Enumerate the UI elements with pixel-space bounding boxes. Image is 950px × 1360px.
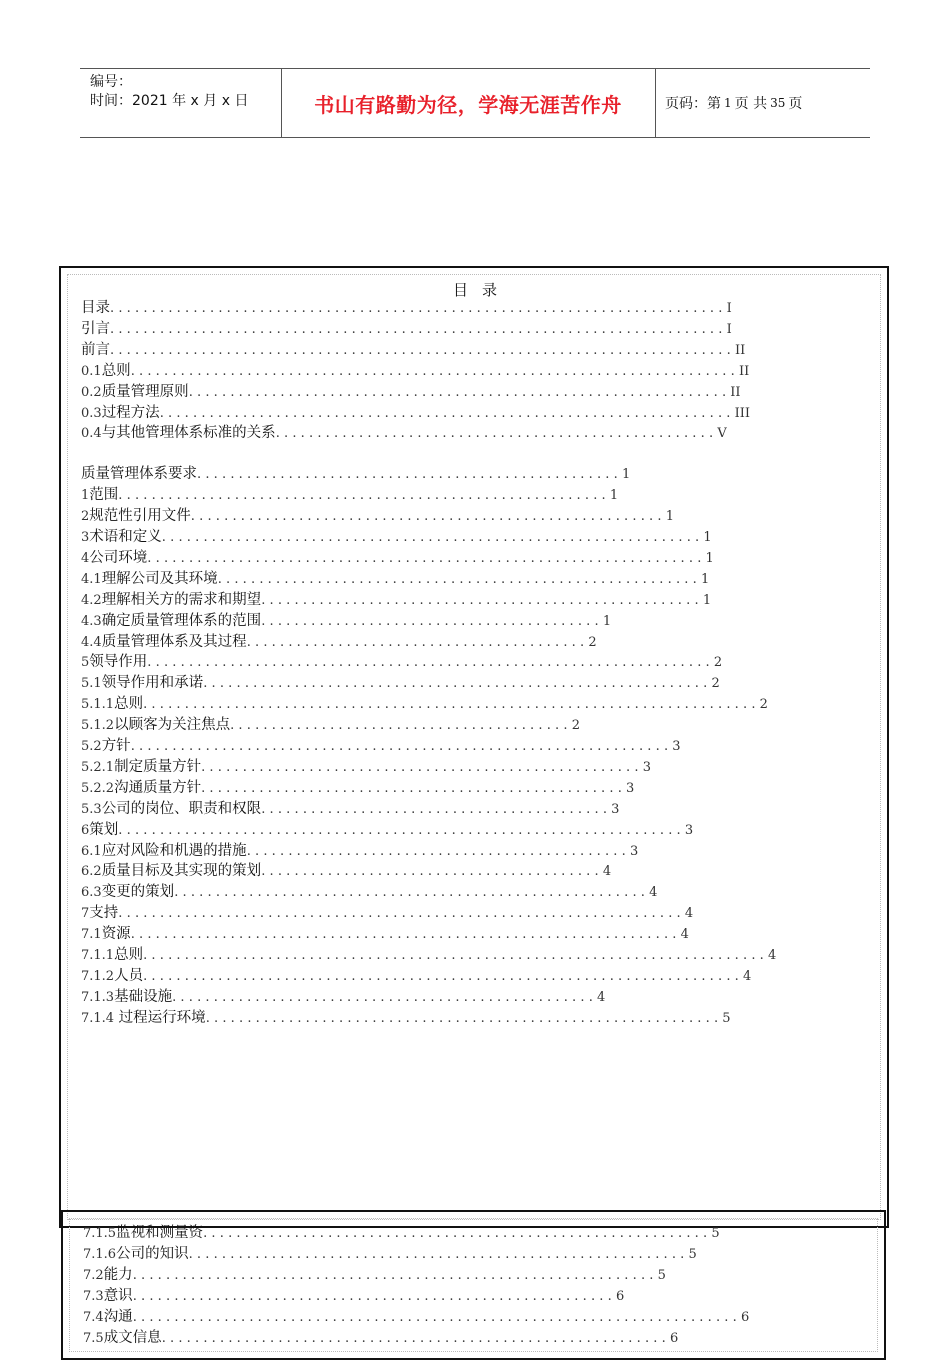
toc-entry[interactable]: [81, 527, 712, 548]
toc-entry-number: 7.1.3: [81, 989, 115, 1005]
toc-entry-title: 目录: [81, 300, 110, 316]
toc-entry[interactable]: [81, 569, 709, 590]
toc-entry[interactable]: [81, 966, 751, 987]
toc-entry-title: 引言: [81, 320, 110, 337]
toc-entry-number: 0.3: [81, 405, 102, 421]
toc-entry-leader: .........................................................................: [132, 1310, 741, 1325]
toc-entry-page: 3: [684, 822, 694, 838]
toc-entry-page: 2: [711, 676, 720, 692]
toc-entry-leader: .....................................................................: [159, 405, 735, 421]
toc-entry-leader: ..........................................................................: [110, 301, 727, 316]
toc-entry-number: 7.3: [83, 1289, 104, 1304]
toc-entry-title: 总则: [101, 362, 131, 379]
page-mid: 页 共: [734, 96, 768, 112]
toc-entry-title: 以顾客为关注焦点: [114, 717, 231, 734]
toc-entry-page: II: [738, 363, 750, 379]
toc-entry-number: 5.2.1: [81, 759, 115, 775]
toc-entry-title: 公司的岗位、职责和权限: [101, 800, 262, 817]
toc-entry-page: V: [717, 426, 727, 442]
toc-entry[interactable]: [81, 485, 618, 506]
page-label: 页码：第: [665, 96, 721, 112]
toc-entry-page: 5: [657, 1268, 666, 1283]
toc-entry[interactable]: [81, 611, 611, 632]
toc-entry-page: 4: [768, 948, 777, 963]
toc-entry-number: 0.2: [81, 384, 102, 400]
toc-entry[interactable]: [81, 673, 720, 694]
toc-entry-leader: .........................................: [261, 613, 603, 629]
toc-entry-leader: .....................................................: [201, 759, 643, 775]
toc-entry-title: 前言: [81, 341, 110, 358]
toc-entry-leader: ...............................................................: [132, 1268, 658, 1283]
toc-entry-leader: .................................................................: [130, 739, 673, 754]
toc-entry-title: 人员: [114, 967, 144, 984]
toc-entry-title: 方针: [101, 738, 131, 754]
toc-entry-title: 质量管理体系要求: [81, 466, 197, 483]
toc-entry-title: 监视和测量资: [116, 1225, 204, 1241]
toc-entry-number: 1: [81, 488, 90, 504]
toc-entry-title: 制定质量方针: [114, 758, 202, 775]
toc-entry-page: III: [734, 405, 751, 421]
toc-entry-leader: ........................................................................: [143, 968, 744, 984]
page-total: 35: [770, 96, 786, 110]
toc-entry-leader: ..............................................................: [205, 1010, 723, 1026]
toc-entry[interactable]: [81, 590, 711, 611]
toc-entry-leader: ...................................................: [197, 467, 622, 483]
toc-entry-number: 5.1.2: [81, 718, 115, 734]
toc-entry-leader: .........................................................: [190, 509, 666, 525]
toc-entry[interactable]: [83, 1265, 666, 1286]
toc-entry-leader: .........................................................................: [130, 363, 739, 379]
toc-entry[interactable]: [81, 778, 634, 799]
toc-entry-title: 策划: [89, 821, 119, 838]
toc-entry-title: 公司的知识: [116, 1246, 189, 1262]
header-divider: [655, 69, 656, 137]
toc-entry-number: 7.4: [83, 1310, 104, 1325]
toc-entry-title: 应对风险和机遇的措施: [101, 842, 247, 859]
toc-entry-title: 理解公司及其环境: [101, 570, 218, 587]
toc-entry-title: 支持: [89, 905, 119, 922]
toc-entry-leader: ...................................................: [201, 780, 627, 796]
toc-entry-leader: .....................................................: [275, 426, 718, 442]
toc-entry-page: 1: [705, 550, 714, 566]
toc-entry-number: 7.1: [81, 927, 102, 943]
toc-entry-leader: ...........................................................................: [143, 948, 769, 963]
toc-entry-title: 规范性引用文件: [89, 508, 191, 525]
toc-entry-page: 4: [602, 864, 612, 880]
toc-entry-title: 过程方法: [101, 404, 160, 421]
toc-entry-title: 能力: [103, 1267, 133, 1283]
toc-entry-leader: ....................................................................: [118, 822, 685, 838]
toc-entry-number: 4.2: [81, 592, 102, 608]
toc-entry[interactable]: [81, 924, 689, 945]
toc-entry-number: 4.1: [81, 571, 102, 587]
toc-entry-number: 5.3: [81, 801, 102, 817]
toc-entry-page: 3: [611, 801, 620, 817]
toc-entry[interactable]: [81, 361, 749, 382]
header-slogan: 书山有路勤为径，学海无涯苦作舟: [314, 92, 622, 117]
toc-entry-leader: ...........................................................: [118, 488, 610, 504]
toc-entry-leader: .................................................................: [188, 384, 731, 400]
toc-entry-page: 1: [665, 509, 675, 525]
toc-entry-title: 理解相关方的需求和期望: [101, 591, 262, 608]
toc-entry-page: 1: [700, 571, 710, 587]
toc-entry[interactable]: [81, 715, 580, 736]
toc-entry[interactable]: [81, 757, 651, 778]
toc-entry-title: 公司环境: [89, 549, 148, 566]
toc-entry-leader: ..........................................: [261, 801, 612, 817]
toc-entry-number: 5.2.2: [81, 780, 115, 796]
toc-entry-page: I: [726, 301, 732, 316]
toc-entry[interactable]: [81, 652, 722, 673]
toc-entry-number: 3: [81, 530, 90, 545]
toc-entry-title: 质量管理原则: [101, 383, 189, 400]
toc-entry[interactable]: [83, 1286, 624, 1307]
toc-entry-page: 2: [713, 655, 723, 671]
toc-entry[interactable]: [81, 1008, 731, 1029]
toc-entry-page: 5: [688, 1247, 697, 1262]
toc-entry[interactable]: [83, 1223, 720, 1244]
toc-entry-page: 2: [759, 697, 768, 713]
toc-entry[interactable]: [81, 464, 630, 485]
toc-entry-title: 沟通质量方针: [114, 779, 202, 796]
toc-entry-page: II: [730, 384, 741, 400]
toc-entry[interactable]: [81, 694, 768, 715]
header-info: [90, 73, 248, 111]
toc-entry-title: 基础设施: [114, 988, 173, 1005]
toc-entry-page: II: [734, 342, 746, 358]
toc-entry-page: 4: [743, 968, 752, 984]
doc-date: 时间：2021 年 x 月 x 日: [90, 93, 249, 109]
toc-entry[interactable]: [81, 382, 741, 403]
toc-entry-page: 6: [615, 1289, 625, 1304]
toc-entry-number: 5: [81, 655, 90, 671]
toc-title: 目录: [452, 281, 511, 299]
toc-entry-number: 7.1.2: [81, 968, 115, 984]
toc-entry-number: 7.1.5: [83, 1226, 117, 1241]
toc-entry[interactable]: [83, 1307, 749, 1328]
toc-entry-page: 5: [711, 1226, 720, 1241]
toc-entry-number: 7.1.6: [83, 1247, 117, 1262]
toc-entry-title: 成文信息: [103, 1330, 162, 1346]
doc-number-label: 编号：: [90, 74, 132, 90]
toc-entry[interactable]: [83, 1244, 697, 1265]
toc-entry[interactable]: [81, 903, 693, 924]
toc-entry-leader: .........................................: [261, 864, 603, 880]
toc-entry-page: I: [726, 321, 732, 337]
toc-entry-title: 领导作用和承诺: [101, 675, 204, 692]
toc-entry-page: 6: [669, 1331, 679, 1346]
toc-entry-leader: ....................................................................: [147, 655, 714, 671]
toc-entry-page: 1: [702, 592, 712, 608]
toc-entry-title: 质量管理体系及其过程: [101, 633, 247, 650]
toc-entry[interactable]: [81, 820, 693, 841]
toc-entry-title: 范围: [89, 487, 119, 504]
toc-entry-page: 2: [571, 718, 580, 734]
toc-entry-number: 5.2: [81, 739, 102, 754]
toc-entry-leader: ..........................................................: [132, 1289, 616, 1304]
toc-entry-page: 6: [740, 1310, 750, 1325]
toc-entry-title: 确定质量管理体系的范围: [101, 612, 262, 629]
toc-entry-leader: ...................................................: [172, 989, 598, 1005]
toc-entry-leader: .....................................................: [261, 592, 703, 608]
page-counter: [665, 69, 802, 137]
toc-entry-page: 4: [649, 885, 658, 901]
toc-entry-number: 6.2: [81, 864, 102, 880]
toc-entry-number: 4.3: [81, 613, 102, 629]
toc-entry-leader: ............................................................: [188, 1247, 689, 1262]
toc-entry-leader: ....................................................................: [118, 906, 685, 922]
toc-entry-leader: .............................................................: [203, 1226, 712, 1241]
toc-entry-number: 7.5: [83, 1331, 104, 1346]
toc-entry[interactable]: [81, 945, 776, 966]
toc-entry[interactable]: [81, 340, 745, 361]
toc-entry-page: 1: [609, 488, 619, 504]
toc-entry-page: 4: [684, 906, 694, 922]
toc-entry-page: 1: [621, 467, 631, 483]
toc-entry-title: 意识: [103, 1288, 133, 1304]
toc-entry-title: 过程运行环境: [114, 1009, 206, 1026]
toc-entry-leader: ..................................................................: [130, 927, 681, 943]
toc-entry[interactable]: [81, 736, 681, 757]
toc-entry-page: 2: [588, 634, 597, 650]
toc-entry[interactable]: [83, 1328, 678, 1349]
toc-entry-page: 4: [597, 989, 606, 1005]
toc-entry-page: 1: [602, 613, 612, 629]
toc-entry-leader: .........................................................: [174, 885, 650, 901]
toc-entry-title: 总则: [114, 696, 144, 713]
toc-entry-number: 5.1.1: [81, 697, 115, 713]
toc-entry-leader: .................................................................: [161, 530, 704, 545]
toc-entry-title: 与其他管理体系标准的关系: [101, 425, 276, 442]
toc-entry-title: 总则: [114, 947, 144, 963]
toc-entry-number: 5.1: [81, 676, 102, 692]
page-header: [80, 68, 870, 138]
toc-entry[interactable]: [81, 423, 727, 444]
toc-entry-page: 3: [642, 759, 651, 775]
toc-entry-leader: ..........................................................: [217, 571, 701, 587]
toc-entry-leader: .........................................: [230, 718, 572, 734]
toc-entry-leader: ..........................................................................: [110, 321, 727, 337]
toc-entry-leader: ..........................................................................: [143, 697, 760, 713]
toc-entry-page: 1: [703, 530, 712, 545]
toc-entry-number: 4: [81, 550, 90, 566]
toc-entry-title: 变更的策划: [101, 884, 175, 901]
toc-entry[interactable]: [81, 298, 732, 319]
toc-entry-number: 0.4: [81, 426, 102, 442]
toc-entry[interactable]: [81, 861, 611, 882]
toc-entry-page: 3: [626, 780, 635, 796]
toc-entry[interactable]: [81, 987, 605, 1008]
page-suffix: 页: [788, 96, 803, 112]
toc-entry-number: 7.1.4: [81, 1010, 115, 1026]
toc-entry[interactable]: [81, 799, 619, 820]
toc-entry-number: 6: [81, 822, 90, 838]
toc-entry[interactable]: [81, 506, 674, 527]
toc-entry-number: 7: [81, 906, 90, 922]
toc-entry[interactable]: [81, 841, 638, 862]
page-current: 1: [724, 96, 732, 110]
toc-entry[interactable]: [81, 632, 597, 653]
toc-entry[interactable]: [81, 882, 657, 903]
toc-entry-title: 领导作用: [89, 654, 148, 671]
toc-entry-leader: ...................................................................: [147, 550, 706, 566]
toc-entry-number: 6.3: [81, 885, 102, 901]
toc-entry[interactable]: [81, 403, 750, 424]
toc-entry[interactable]: [81, 319, 732, 340]
toc-entry-title: 质量目标及其实现的策划: [101, 863, 262, 880]
toc-entry-title: 术语和定义: [89, 529, 162, 545]
toc-entry-number: 2: [81, 509, 90, 525]
toc-entry-page: 4: [680, 927, 689, 943]
toc-entry-number: 7.1.1: [81, 948, 115, 963]
toc-entry-leader: .............................................................: [161, 1331, 670, 1346]
toc-entry-leader: ...........................................................................: [110, 342, 735, 358]
toc-entry-number: 7.2: [83, 1268, 104, 1283]
toc-entry-title: 资源: [101, 926, 131, 943]
toc-entry-leader: ..............................................: [246, 843, 630, 859]
toc-entry-page: 3: [629, 843, 639, 859]
toc-entry-leader: .............................................................: [203, 676, 712, 692]
toc-entry-page: 5: [722, 1010, 731, 1026]
toc-entry-number: 4.4: [81, 634, 102, 650]
toc-entry-number: 6.1: [81, 843, 102, 859]
toc-entry-title: 沟通: [103, 1309, 133, 1325]
toc-entry-number: 0.1: [81, 363, 102, 379]
toc-entry-leader: .........................................: [246, 634, 589, 650]
toc-entry-page: 3: [672, 739, 681, 754]
toc-entry[interactable]: [81, 548, 714, 569]
